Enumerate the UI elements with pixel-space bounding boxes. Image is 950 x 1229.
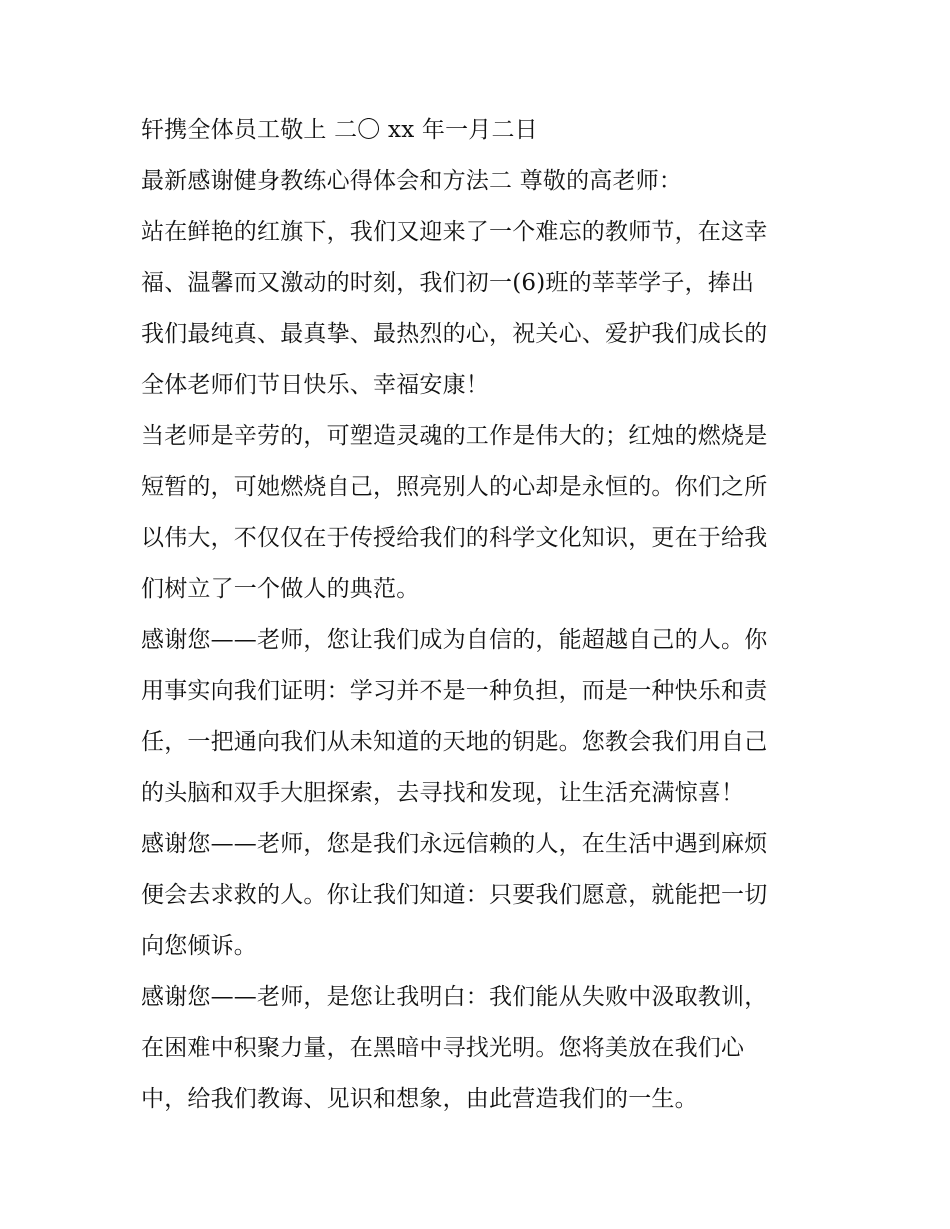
paragraph-line: 感谢您——老师，您是我们永远信赖的人，在生活中遇到麻烦	[141, 831, 768, 857]
paragraph-line: 站在鲜艳的红旗下，我们又迎来了一个难忘的教师节，在这幸	[141, 219, 768, 245]
paragraph-line: 福、温馨而又激动的时刻，我们初一(6)班的莘莘学子，捧出	[141, 270, 755, 296]
paragraph-line: 任，一把通向我们从未知道的天地的钥匙。您教会我们用自己	[141, 729, 768, 755]
paragraph-line: 中，给我们教诲、见识和想象，由此营造我们的一生。	[141, 1086, 698, 1112]
document-body	[141, 110, 821, 1130]
paragraph-line: 感谢您——老师，您让我们成为自信的，能超越自己的人。你	[141, 627, 768, 653]
paragraph-line: 感谢您——老师，是您让我明白：我们能从失败中汲取教训，	[141, 984, 768, 1010]
paragraph-line: 我们最纯真、最真挚、最热烈的心，祝关心、爱护我们成长的	[141, 321, 768, 347]
paragraph-line: 用事实向我们证明：学习并不是一种负担，而是一种快乐和责	[141, 678, 768, 704]
paragraph-line: 向您倾诉。	[141, 933, 257, 959]
paragraph-line: 们树立了一个做人的典范。	[141, 576, 420, 602]
paragraph-line: 全体老师们节日快乐、幸福安康！	[141, 372, 489, 398]
heading-salutation-line: 最新感谢健身教练心得体会和方法二 尊敬的高老师：	[141, 168, 683, 194]
paragraph-line: 在困难中积聚力量，在黑暗中寻找光明。您将美放在我们心	[141, 1035, 745, 1061]
paragraph-line: 当老师是辛劳的，可塑造灵魂的工作是伟大的；红烛的燃烧是	[141, 423, 768, 449]
paragraph-line: 的头脑和双手大胆探索，去寻找和发现，让生活充满惊喜！	[141, 780, 745, 806]
paragraph-line: 短暂的，可她燃烧自己，照亮别人的心却是永恒的。你们之所	[141, 474, 768, 500]
paragraph-line: 便会去求救的人。你让我们知道：只要我们愿意，就能把一切	[141, 882, 768, 908]
signature-date-line: 轩携全体员工敬上 二〇 xx 年一月二日	[141, 117, 538, 143]
paragraph-line: 以伟大，不仅仅在于传授给我们的科学文化知识，更在于给我	[141, 525, 768, 551]
